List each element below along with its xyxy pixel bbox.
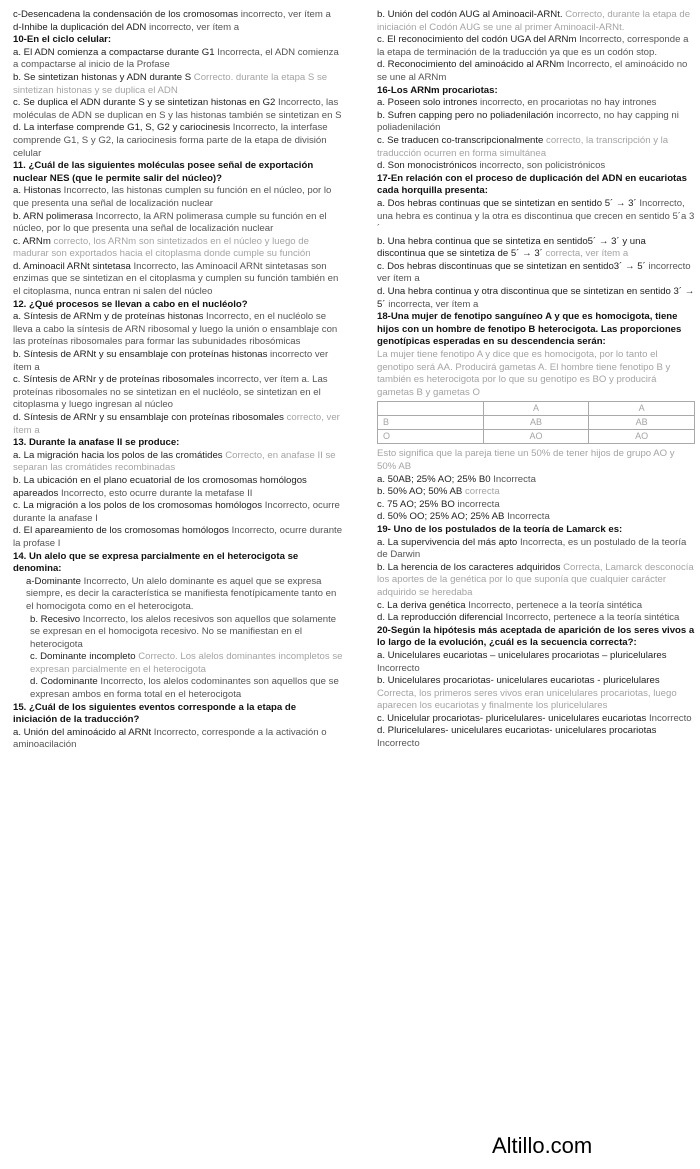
question-heading	[377, 524, 695, 537]
heading-text: 17-En relación con el proceso de duplicación del ADN en eucariotas cada horquilla presenta:	[377, 172, 687, 197]
heading-text: 12. ¿Qué procesos se llevan a cabo en el nucléolo?	[13, 298, 248, 310]
option-text: c. Dos hebras discontinuas que se sintetizan en sentido3´ → 5´	[377, 260, 649, 272]
right-top-section	[377, 9, 695, 399]
feedback-text: Incorrecto, los alelos codominantes son aquellos que se expresan ambos en forma total en el heterocigota	[30, 676, 339, 701]
answer-option	[377, 600, 695, 613]
left-column	[13, 9, 343, 752]
feedback-text: Incorrecto, pertenece a la teoría sintética	[505, 612, 680, 624]
feedback-text: incorrecto, no hay capping ni poliadenilación	[377, 109, 679, 134]
punnett-table	[377, 401, 695, 444]
answer-option	[377, 198, 695, 236]
feedback-text: incorrecto, ver ítem a. Las proteínas ribosomales no se sintetizan en el nucléolo, se sintetizan en el citoplasma y luego ingresan al núcleo	[13, 374, 328, 411]
answer-option	[377, 34, 695, 59]
feedback-text: correcto, los ARNm son sintetizados en el núcleo y luego de madurar son exportados hacia el citoplasma donde cumple su función	[13, 235, 311, 260]
heading-text: 11. ¿Cuál de las siguientes moléculas posee señal de exportación nuclear NES (que le permite salir del núcleo)?	[13, 160, 314, 184]
feedback-text: Correcta, los primeros seres vivos eran unicelulares procariotas, luego aparecen los eucariotas y finalmente los pluricelulares	[377, 687, 677, 712]
feedback-text: Correcto. durante la etapa S se sintetizan histonas y se duplica el ADN	[13, 71, 328, 96]
option-text: d. Síntesis de ARNr y su ensamblaje con proteínas ribosomales	[13, 412, 287, 423]
answer-option	[377, 650, 695, 675]
answer-option	[377, 675, 695, 713]
feedback-text: incorrecto ver ítem a	[13, 349, 329, 373]
option-text: c. Se duplica el ADN durante S y se sintetizan histonas en G2	[13, 97, 279, 109]
heading-text: 20-Según la hipótesis más aceptada de aparición de los seres vivos a lo largo de la evolución, ¿cuál es la secuencia correcta?:	[377, 624, 695, 649]
right-column	[377, 9, 695, 751]
feedback-text: Incorrecto, el aminoácido no se une al ARNm	[377, 59, 688, 83]
punnett-row	[378, 402, 695, 416]
answer-option	[13, 614, 343, 652]
option-text: d. Aminoacil ARNt sintetasa	[13, 260, 134, 272]
question-heading	[377, 85, 695, 98]
answer-option	[13, 22, 343, 35]
punnett-cell	[378, 402, 484, 416]
punnett-cell: AO	[589, 430, 695, 444]
answer-option	[13, 576, 343, 614]
feedback-text: incorrecto, en procariotas no hay intrones	[479, 97, 657, 109]
heading-text: 14. Un alelo que se expresa parcialmente en el heterocigota se denomina:	[13, 550, 299, 575]
option-text: c. Síntesis de ARNr y de proteínas ribosomales	[13, 374, 217, 386]
feedback-text: Correcto. Los alelos dominantes incompletos se expresan parcialmente en el heterocigota	[30, 651, 343, 675]
feedback-text: incorrecto, ver ítem a	[149, 21, 240, 33]
option-text: b. La herencia de los caracteres adquiridos	[377, 561, 564, 573]
option-text: a. Histonas	[13, 185, 64, 197]
option-text: a. 50AB; 25% AO; 25% B0	[377, 473, 494, 485]
feedback-text: Correcta, Lamarck desconocía los aportes de la genética por lo que suponía que cualquier carácter adquirido se heredaba	[377, 561, 694, 598]
answer-option	[13, 374, 343, 412]
option-text: a. Unicelulares eucariotas – unicelulares procariotas – pluricelulares	[377, 649, 667, 661]
feedback-text: Incorrecta, es un postulado de la teoría de Darwin	[377, 536, 687, 561]
answer-option	[377, 97, 695, 110]
answer-option	[377, 9, 695, 34]
feedback-text: Incorrecta	[507, 511, 550, 523]
feedback-text: Incorrecto, los alelos recesivos son aquellos que solamente se expresan en el homocigota recesivo. No se manifiestan en el heterocigota	[30, 613, 337, 650]
answer-option	[13, 651, 343, 676]
feedback-text: Incorrecto, la ARN polimerasa cumple su función en el núcleo, por lo que presenta una señal de localización nuclear	[13, 210, 327, 235]
feedback-text: Incorrecto, ocurre durante la anafase I	[13, 500, 340, 524]
answer-option	[377, 612, 695, 625]
answer-option	[377, 261, 695, 286]
answer-option	[377, 562, 695, 600]
option-text: c. La deriva genética	[377, 599, 469, 611]
answer-option	[13, 475, 343, 500]
option-text: b. Recesivo	[30, 613, 83, 625]
punnett-cell: B	[378, 416, 484, 430]
answer-option	[377, 474, 695, 487]
answer-option	[13, 211, 343, 236]
answer-option	[13, 72, 343, 97]
feedback-text: incorrecta	[457, 498, 500, 510]
feedback-text: Correcto, durante la etapa de iniciación el Codón AUG se une al primer Aminoacil-ARNt.	[377, 9, 691, 33]
site-brand: Altillo.com	[492, 1133, 593, 1158]
answer-option	[13, 412, 343, 437]
answer-option	[377, 448, 695, 473]
answer-option	[377, 135, 695, 160]
option-text: d. Pluricelulares- unicelulares eucariotas- unicelulares procariotas	[377, 725, 657, 737]
answer-option	[13, 97, 343, 122]
option-text: a. Poseen solo intrones	[377, 97, 480, 109]
feedback-text: Incorrecta	[493, 473, 536, 485]
option-text: b. 50% AO; 50% AB	[377, 486, 465, 498]
feedback-text: incorrecto, son policistrónicos	[479, 160, 606, 172]
punnett-cell: O	[378, 430, 484, 444]
option-text: d. Reconocimiento del aminoácido al ARNm	[377, 59, 567, 71]
punnett-cell: A	[483, 402, 589, 416]
answer-option	[377, 286, 695, 311]
option-text: b. Síntesis de ARNt y su ensamblaje con proteínas histonas	[13, 349, 271, 361]
feedback-text: Incorrecto, una hebra es continua y la otra es discontinua que crecen en sentido 5´a 3´	[377, 197, 695, 235]
feedback-text: Incorrecto, pertenece a la teoría sintética	[468, 599, 643, 611]
option-text: b. Unicelulares procariotas- unicelulares eucariotas - pluricelulares	[377, 675, 660, 687]
answer-option	[377, 110, 695, 135]
option-text: c. La migración a los polos de los cromosomas homólogos	[13, 500, 265, 512]
answer-option	[13, 47, 343, 72]
answer-option	[13, 500, 343, 525]
punnett-cell: AO	[483, 430, 589, 444]
option-text: b. Una hebra continua que se sintetiza en sentido5´ → 3´ y una discontinua que se sintetiza de 5´ → 3´	[377, 235, 646, 260]
heading-text: 18-Una mujer de fenotipo sanguíneo A y que es homocigota, tiene hijos con un hombre de fenotipo B heterocigota. Las proporciones genotípicas esperadas en su descendencia serán:	[377, 311, 682, 348]
punnett-cell: AB	[589, 416, 695, 430]
feedback-text: Esto significa que la pareja tiene un 50% de tener hijos de grupo AO y 50% AB	[377, 448, 675, 472]
right-bottom-section	[377, 448, 695, 750]
feedback-text: Incorrecto, corresponde a la activación o aminoacilación	[13, 726, 327, 751]
answer-option	[377, 59, 695, 84]
feedback-text: Incorrecta, el ADN comienza a compactarse al inicio de la Profase	[13, 46, 339, 71]
feedback-text: correcto, ver ítem a	[13, 412, 340, 436]
question-heading	[13, 160, 343, 185]
option-text: d. Codominante	[30, 676, 101, 688]
punnett-row	[378, 430, 695, 444]
answer-option	[13, 236, 343, 261]
answer-option	[13, 9, 343, 22]
answer-option	[377, 486, 695, 499]
feedback-text: Incorrecto	[377, 738, 420, 750]
answer-option	[377, 537, 695, 562]
option-text: a. El ADN comienza a compactarse durante G1	[13, 46, 218, 58]
answer-option	[13, 676, 343, 701]
option-text: c. 75 AO; 25% BO	[377, 498, 458, 510]
option-text: a. Síntesis de ARNm y de proteínas histonas	[13, 311, 207, 323]
option-text: d. El apareamiento de los cromosomas homólogos	[13, 525, 232, 537]
option-text: b. ARN polimerasa	[13, 210, 96, 222]
option-text: d. 50% OO; 25% AO; 25% AB	[377, 511, 508, 523]
question-heading	[13, 702, 343, 727]
feedback-text: Correcto, en anafase II se separan las cromátides recombinadas	[13, 449, 336, 474]
option-text: d. La interfase comprende G1, S, G2 y cariocinesis	[13, 122, 233, 134]
option-text: b. La ubicación en el plano ecuatorial de los cromosomas homólogos apareados	[13, 474, 307, 499]
question-heading	[13, 437, 343, 450]
option-text: c. El reconocimiento del codón UGA del ARNm	[377, 34, 580, 46]
answer-option	[377, 725, 695, 750]
answer-option	[13, 122, 343, 160]
heading-text: 10-En el ciclo celular:	[13, 34, 112, 46]
heading-text: 13. Durante la anafase II se produce:	[13, 437, 180, 449]
answer-option	[13, 349, 343, 374]
feedback-text: Incorrecto, corresponde a la etapa de terminación de la traducción ya que es un codón stop.	[377, 34, 689, 58]
answer-option	[377, 713, 695, 726]
feedback-text: Incorrecto, en el nucléolo se lleva a cabo la síntesis de ARN ribosomal y luego la unión o ensamblaje con las proteínas ribosomales para formar las subunidades ribosómicas	[13, 311, 338, 348]
option-text: c. Unicelular procariotas- pluricelulares- unicelulares eucariotas	[377, 712, 649, 724]
question-heading	[377, 311, 695, 349]
answer-option	[377, 236, 695, 261]
answer-option	[377, 499, 695, 512]
feedback-text: incorrecto ver ítem a	[377, 260, 691, 285]
feedback-text: La mujer tiene fenotipo A y dice que es homocigota, por lo tanto el genotipo será AA. Producirá gametas A. El hombre tiene fenotipo B y también es heterocigota por lo que su genotipo es BO y producirá gametas B y gametas O	[377, 349, 671, 398]
answer-option	[377, 160, 695, 173]
option-text: a. La supervivencia del más apto	[377, 536, 520, 548]
feedback-text: Incorrecto, esto ocurre durante la metafase II	[61, 487, 253, 499]
punnett-cell: AB	[483, 416, 589, 430]
feedback-text: Incorrecto, la interfase comprende G1, S y G2, la cariocinesis forma parte de la etapa de división celular	[13, 122, 328, 159]
answer-option	[13, 727, 343, 752]
option-text: c-Desencadena la condensación de los cromosomas	[13, 9, 241, 20]
question-heading	[377, 173, 695, 198]
feedback-text: Incorrecto, ocurre durante la profase I	[13, 525, 343, 549]
feedback-text: correcta, ver ítem a	[545, 248, 629, 260]
feedback-text: Incorrecto, las moléculas de ADN se duplican en S y las histonas también se sintetizan en S	[13, 97, 342, 121]
answer-option	[13, 525, 343, 550]
option-text: d-Inhibe la duplicación del ADN	[13, 21, 149, 33]
punnett-row	[378, 416, 695, 430]
option-text: a. La migración hacia los polos de las cromátides	[13, 449, 226, 461]
punnett-cell: A	[589, 402, 695, 416]
question-heading	[377, 625, 695, 650]
option-text: d. La reproducción diferencial	[377, 612, 506, 624]
question-heading	[13, 551, 343, 576]
option-text: c. Dominante incompleto	[30, 651, 139, 663]
question-heading	[13, 299, 343, 312]
option-text: a-Dominante	[26, 575, 84, 587]
heading-text: 19- Uno de los postulados de la teoría de Lamarck es:	[377, 523, 623, 535]
question-heading	[13, 34, 343, 47]
feedback-text: incorrecto, ver ítem a	[240, 9, 331, 20]
answer-option	[13, 311, 343, 349]
feedback-text: Incorrecto, Un alelo dominante es aquel que se expresa siempre, es decir la característica se manifiesta fenotípicamente tanto en el homocigota como en el heterocigota.	[26, 575, 337, 612]
feedback-text: Incorrecto, las Aminoacil ARNt sintetasas son enzimas que se sintetizan en el citoplasma y cumplen su función también en el citoplasma, nunca entran ni salen del núcleo	[13, 260, 339, 298]
option-text: c. ARNm	[13, 235, 54, 247]
feedback-text: Incorrecto	[377, 662, 420, 674]
option-text: d. Una hebra continua y otra discontinua que se sintetizan en sentido 3´ → 5´	[377, 286, 695, 310]
answer-option	[377, 511, 695, 524]
answer-option	[13, 450, 343, 475]
option-text: a. Dos hebras continuas que se sintetizan en sentido 5´ → 3´	[377, 197, 640, 209]
answer-option	[13, 185, 343, 210]
feedback-text: correcto, la transcripción y la traducción ocurren en forma simultánea	[377, 134, 669, 159]
heading-text: 16-Los ARNm procariotas:	[377, 84, 498, 96]
option-text: a. Unión del aminoácido al ARNt	[13, 726, 154, 738]
option-text: d. Son monocistrónicos	[377, 160, 480, 172]
answer-option	[377, 349, 695, 399]
feedback-text: correcta	[465, 486, 500, 498]
feedback-text: incorrecta, ver ítem a	[388, 298, 479, 310]
feedback-text: Incorrecto	[648, 712, 692, 724]
feedback-text: Incorrecto, las histonas cumplen su función en el núcleo, por lo que presenta una señal de localización nuclear	[13, 185, 332, 209]
option-text: c. Se traducen co-transcripcionalmente	[377, 134, 547, 146]
option-text: b. Sufren capping pero no poliadenilación	[377, 109, 557, 121]
answer-option	[13, 261, 343, 299]
option-text: b. Se sintetizan histonas y ADN durante S	[13, 71, 194, 83]
option-text: b. Unión del codón AUG al Aminoacil-ARNt.	[377, 9, 566, 20]
heading-text: 15. ¿Cuál de los siguientes eventos corresponde a la etapa de iniciación de la traducción?	[13, 701, 297, 726]
